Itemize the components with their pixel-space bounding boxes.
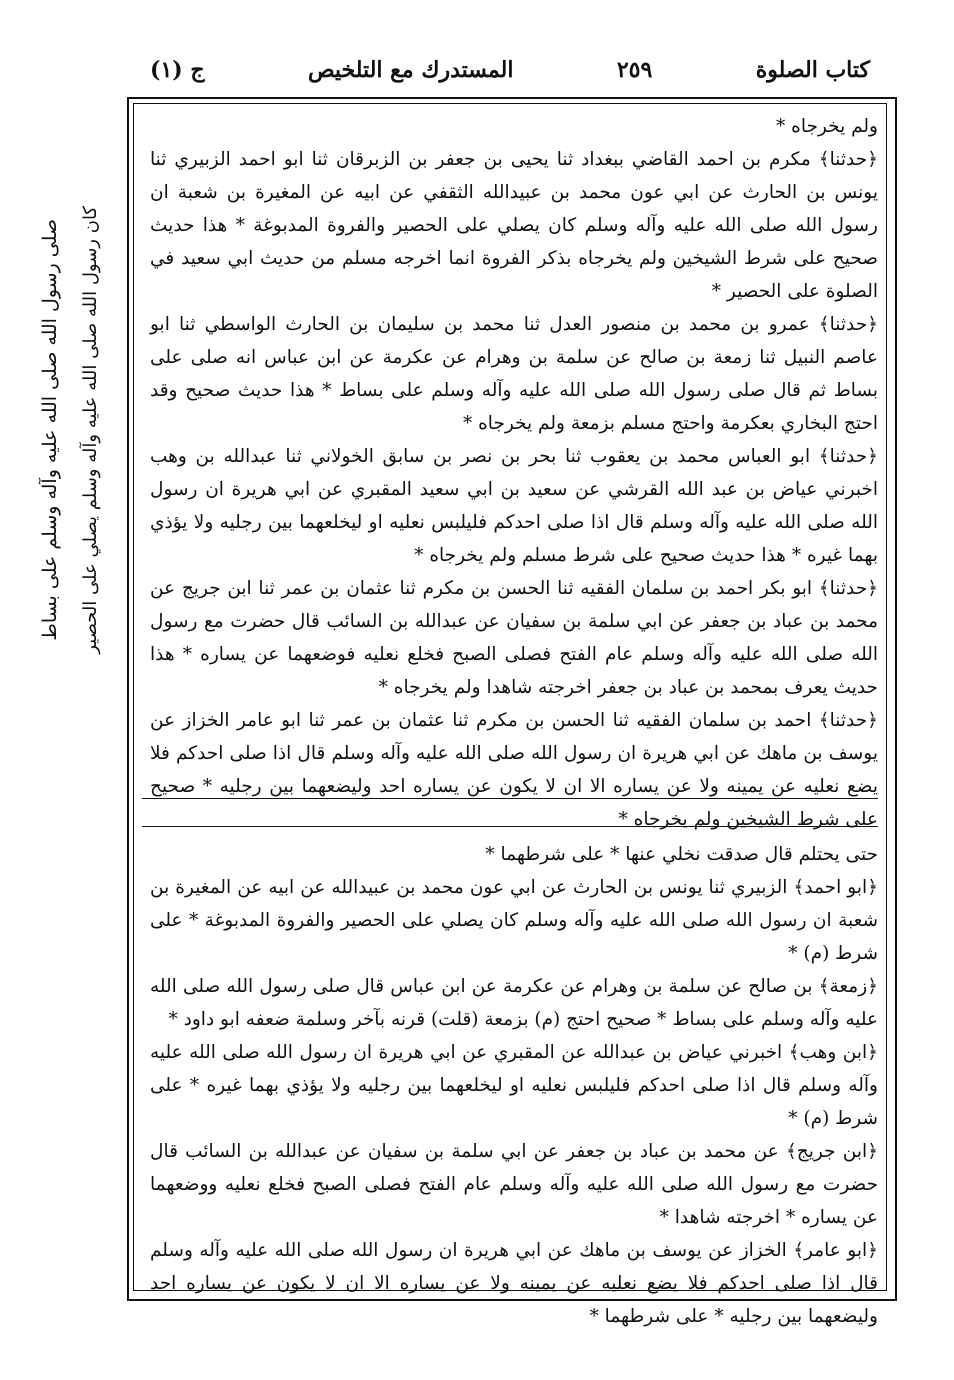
main-paragraph: ﴿حدثنا﴾ ابو بكر احمد بن سلمان الفقيه ثنا الحسن بن مكرم ثنا عثمان بن عمر ثنا ابن جريج عن محمد بن عباد بن جعفر عن ابي سلمة بن سفيان عن عبدالله بن السائب قال حضرت مع رسول الله صلى الله عليه وآله وسلم عام الفتح فصلى الصبح فخلع نعليه فوضعهما عن يساره * هذا حديث يعرف بمحمد بن عباد بن جعفر اخرجته شاهدا ولم يخرجاه * — [150, 578, 878, 698]
volume-label: ج (١) — [150, 57, 205, 83]
book-title: المستدرك مع التلخيص — [307, 57, 514, 83]
page-header — [150, 52, 870, 88]
margin-heading-outer — [30, 40, 70, 820]
main-text — [150, 110, 878, 836]
talkhis-paragraph: ﴿ابن وهب﴾ اخبرني عياض بن عبدالله عن المقبري عن ابي هريرة ان رسول الله صلى الله عليه وآله وسلم قال اذا صلى احدكم فليلبس نعليه او ليخلعهما بين رجليه ولا يؤذي بهما غيره * على شرط (م) * — [150, 1042, 878, 1129]
talkhis-paragraph: ﴿زمعة﴾ بن صالح عن سلمة بن وهرام عن عكرمة عن ابن عباس قال صلى رسول الله صلى الله عليه وآله وسلم على بساط * صحيح احتج (م) بزمعة (قلت) قرنه بآخر وسلمة ضعفه ابو داود * — [150, 976, 878, 1030]
talkhis-paragraph: ﴿ابو احمد﴾ الزبيري ثنا يونس بن الحارث عن ابي عون محمد بن عبيدالله عن ابيه عن المغيرة بن شعبة ان رسول الله صلى الله عليه وآله وسلم كان يصلي على الحصير والفروة المدبوغة * على شرط (م) * — [150, 877, 878, 964]
talkhis-text — [150, 838, 878, 1333]
section-divider — [142, 798, 878, 799]
chapter-title: كتاب الصلوة — [755, 57, 870, 83]
main-paragraph: ﴿حدثنا﴾ احمد بن سلمان الفقيه ثنا الحسن بن مكرم ثنا عثمان بن عمر ثنا ابو عامر الخزاز عن يوسف بن ماهك عن ابي هريرة ان رسول الله صلى الله عليه وآله وسلم قال اذا صلى احدكم فلا يضع نعليه عن يمينه ولا عن يساره الا ان لا يكون عن يساره احد وليضعهما بين رجليه * صحيح على شرط الشيخين ولم يخرجاه * — [150, 710, 878, 830]
main-paragraph: ﴿حدثنا﴾ مكرم بن احمد القاضي ببغداد ثنا يحيى بن جعفر بن الزبرقان ثنا ابو احمد الزبيري ثنا يونس بن الحارث عن ابي عون محمد بن عبيدالله الثقفي عن ابيه عن المغيرة بن شعبة ان رسول الله صلى الله عليه وآله وسلم كان يصلي على الحصير والفروة المدبوغة * هذا حديث صحيح على شرط الشيخين ولم يخرجاه بذكر الفروة انما اخرجه مسلم من حديث ابي سعيد في الصلوة على الحصير * — [150, 149, 878, 302]
page-number: ٢٥٩ — [616, 57, 653, 83]
margin-heading-inner — [70, 40, 110, 820]
section-divider — [142, 826, 878, 827]
main-paragraph: ﴿حدثنا﴾ ابو العباس محمد بن يعقوب ثنا بحر بن نصر بن سابق الخولاني ثنا عبدالله بن وهب اخبرني عياض بن عبد الله القرشي عن سعيد بن ابي سعيد المقبري عن ابي هريرة ان رسول الله صلى الله عليه وآله وسلم قال اذا صلى احدكم فليلبس نعليه او ليخلعهما بين رجليه ولا يؤذي بهما غيره * هذا حديث صحيح على شرط مسلم ولم يخرجاه * — [150, 446, 878, 566]
main-paragraph: ﴿حدثنا﴾ عمرو بن محمد بن منصور العدل ثنا محمد بن سليمان بن الحارث الواسطي ثنا ابو عاصم النبيل ثنا زمعة بن صالح عن سلمة بن وهرام عن عكرمة عن ابن عباس انه صلى على بساط ثم قال صلى رسول الله صلى الله عليه وآله وسلم على بساط * هذا حديث صحيح وقد احتج البخاري بعكرمة واحتج مسلم بزمعة ولم يخرجاه * — [150, 314, 878, 434]
margin-heading-inner-text: كان رسول الله صلى الله عليه وآله وسلم يصلي على الحصير — [79, 206, 101, 654]
talkhis-paragraph: ﴿ابو عامر﴾ الخزاز عن يوسف بن ماهك عن ابي هريرة ان رسول الله صلى الله عليه وآله وسلم قال اذا صلى احدكم فلا يضع نعليه عن يمينه ولا عن يساره الا ان لا يكون عن يساره احد وليضعهما بين رجليه * على شرطهما * — [150, 1240, 878, 1327]
margin-heading-outer-text: صلى رسول الله صلى الله عليه وآله وسلم على بساط — [39, 219, 61, 641]
talkhis-paragraph: ﴿ابن جريج﴾ عن محمد بن عباد بن جعفر عن ابي سلمة بن سفيان عن عبدالله بن السائب قال حضرت مع رسول الله صلى الله عليه وآله وسلم عام الفتح فصلى الصبح فخلع نعليه ووضعهما عن يساره * اخرجته شاهدا * — [150, 1141, 878, 1228]
main-paragraph: ولم يخرجاه * — [776, 116, 878, 137]
talkhis-paragraph: حتى يحتلم قال صدقت نخلي عنها * على شرطهما * — [485, 844, 878, 865]
